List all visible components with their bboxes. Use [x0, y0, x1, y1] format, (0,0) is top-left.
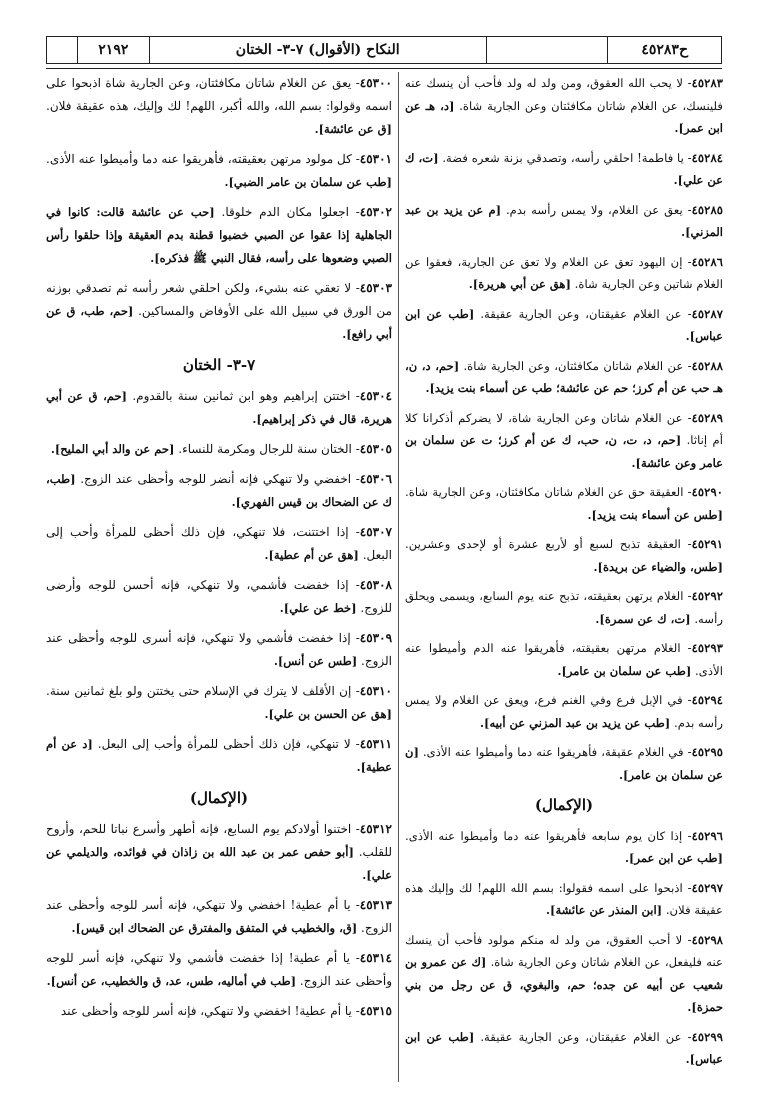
hadith-number-dash: - [350, 898, 360, 912]
hadith-reference: [حم، طب، ق عن أبي رافع]. [46, 304, 392, 341]
hadith-entry [46, 201, 392, 270]
hadith-number: ٤٥٢٨٣ [691, 76, 723, 90]
hadith-text: إن اليهود تعق عن الغلام ولا تعق عن الجارية، فعقوا عن الغلام شاتين وعن الجارية شاة. [405, 254, 723, 291]
hadith-reference: [حب عن عائشة قالت: كانوا في الجاهلية إذا عقوا عن الصبي خضبوا قطنة بدم العقيقة وإذا حلقوا رأس الصبي وضعوها على رأسه، فقال النبي ﷺ فذكره]. [46, 205, 392, 265]
hadith-number: ٤٥٣١٥ [359, 1004, 392, 1018]
hadith-entry [46, 627, 392, 673]
hadith-number: ٤٥٣٠٨ [359, 578, 392, 592]
left-section-heading-circumcision: ٧-٣- الختان [182, 356, 256, 374]
hadith-number: ٤٥٣٠١ [359, 152, 392, 166]
hadith-entry [405, 481, 723, 526]
hadith-number-dash: - [680, 537, 692, 551]
hadith-text: إن الأقلف لا يترك في الإسلام حتى يختتن ولو بلغ ثمانين سنة. [46, 684, 352, 698]
hadith-number-dash: - [682, 693, 692, 707]
hadith-number: ٤٥٣٠٠ [359, 76, 392, 90]
hadith-text: يا أم عطية! اخفضي ولا تنهكي، فإنه أسر للوجه وأحظى عند الزوج. [46, 898, 392, 935]
hadith-reference: [طب عن ابن عمر]. [625, 851, 723, 865]
hadith-number: ٤٥٣٠٣ [359, 281, 392, 295]
page-header [46, 36, 722, 64]
hadith-entry [405, 825, 723, 870]
hadith-entry [405, 741, 723, 786]
hadith-text: في الغلام عقيقة، فأهريقوا عنه دما وأميطوا عنه الأذى. [422, 745, 684, 759]
hadith-reference: [حم عن والد أبي المليح]. [50, 442, 175, 456]
hadith-number-dash: - [351, 76, 360, 90]
hadith-reference: [ن عن سلمان بن عامر]. [405, 745, 723, 782]
hadith-number: ٤٥٢٨٤ [691, 150, 723, 165]
hadith-number: ٤٥٢٩٢ [691, 589, 723, 603]
hadith-reference: [طس، والضياء عن بريدة]. [593, 559, 723, 574]
hadith-number: ٤٥٣٠٤ [359, 389, 392, 403]
hadith-number: ٤٥٢٩٨ [691, 932, 723, 947]
hadith-number-dash: - [350, 631, 360, 645]
hadith-entry [405, 1026, 723, 1071]
hadith-reference: [ك عن عمرو بن شعيب عن أبيه عن جده؛ حم، والبغوي، ق عن رجل من بني حمزة]. [405, 955, 723, 1014]
hadith-number-dash: - [683, 76, 692, 90]
hadith-number-dash: - [348, 205, 360, 219]
hadith-number-dash: - [683, 485, 692, 499]
hadith-entry [46, 277, 392, 346]
hadith-number: ٤٥٢٩١ [691, 537, 723, 551]
column-divider [398, 72, 399, 1082]
hadith-entry [46, 894, 392, 940]
hadith-text: يعق عن الغلام شاتان مكافئتان، وعن الجارية شاة اذبحوا على اسمه وقولوا: بسم الله، والله أكبر، اللهم! لك وإليك، هذه عقيقة فلان. [46, 76, 392, 113]
hadith-number-dash: - [351, 822, 360, 836]
hadith-number-dash: - [682, 254, 692, 269]
hadith-entry [46, 574, 392, 620]
hadith-number: ٤٥٢٩٣ [691, 641, 723, 655]
header-empty-cell-left [47, 37, 77, 63]
hadith-entry [405, 637, 723, 682]
hadith-entry [405, 877, 723, 922]
hadith-reference: [ابن المنذر عن عائشة]. [546, 903, 663, 917]
hadith-number-dash: - [350, 737, 360, 751]
right-hadiths-group-1 [405, 72, 723, 786]
hadith-number: ٤٥٣٠٦ [359, 472, 392, 486]
hadith-text: لا يحب الله العقوق، ومن ولد له ولد فأحب أن ينسك عنه فلينسك، عن الغلام شاتان مكافئتان وعن الجارية شاة. [405, 76, 724, 113]
hadith-number-dash: - [348, 525, 360, 539]
hadith-number: ٤٥٢٩٥ [691, 745, 723, 759]
hadith-number-dash: - [683, 150, 692, 165]
hadith-reference: [م عن يزيد بن عبد المزني]. [405, 202, 723, 239]
header-page-number: ٢١٩٢ [77, 37, 149, 63]
hadith-reference: [د، هـ عن ابن عمر]. [405, 98, 723, 135]
hadith-number-dash: - [683, 358, 692, 373]
hadith-entry [405, 251, 723, 296]
hadith-reference: [هق عن أبي هريرة]. [468, 277, 571, 291]
hadith-reference: [د عن أم عطية]. [46, 737, 392, 774]
hadith-number: ٤٥٢٨٦ [691, 254, 723, 269]
hadith-reference: [حم، د، ت، ن، حب، ك عن أم كرز؛ ت عن سلمان بن عامر وعن عائشة]. [405, 433, 723, 470]
hadith-number-dash: - [682, 202, 692, 217]
hadith-reference: [طب، ك عن الضحاك بن قيس الفهري]. [46, 472, 392, 509]
hadith-number-dash: - [349, 951, 360, 965]
hadith-number-dash: - [348, 578, 360, 592]
hadith-number-dash: - [351, 684, 360, 698]
hadith-text: إذا خفضت فأشمي، ولا تنهكي، فإنه أحسن للوجه وأرضى للزوج. [46, 578, 392, 615]
hadith-entry [405, 929, 723, 1019]
hadith-reference: [ق، والخطيب في المتفق والمفترق عن الضحاك ابن قيس]. [71, 921, 358, 935]
header-rule [46, 68, 722, 69]
hadith-number: ٤٥٣١١ [359, 737, 392, 751]
hadith-number: ٤٥٣٠٧ [359, 525, 392, 539]
hadith-entry [46, 818, 392, 887]
hadith-reference: [حم، ق عن أبي هريرة، قال في ذكر إبراهيم]. [46, 389, 392, 426]
hadith-entry [46, 733, 392, 779]
hadith-number: ٤٥٣١٣ [359, 898, 392, 912]
hadith-reference: [ت، ك عن علي]. [405, 150, 723, 187]
hadith-reference: [أبو حفص عمر بن عبد الله بن زاذان في فوائده، والديلمي عن علي]. [46, 845, 392, 882]
hadith-reference: [طب عن سلمان بن عامر]. [557, 663, 692, 678]
hadith-number-dash: - [682, 932, 692, 947]
hadith-text: الختان سنة للرجال ومكرمة للنساء. [178, 442, 352, 456]
hadith-number: ٤٥٢٩٩ [691, 1029, 723, 1044]
hadith-text: يعق عن الغلام، ولا يمس رأسه بدم. [505, 202, 683, 217]
hadith-entry [46, 72, 392, 141]
hadith-number-dash: - [682, 410, 692, 425]
hadith-number-dash: - [681, 306, 692, 321]
hadith-number: ٤٥٣٠٥ [359, 442, 392, 456]
hadith-number: ٤٥٢٩٠ [691, 485, 723, 499]
hadith-entry [405, 147, 723, 192]
hadith-text: اختنوا أولادكم يوم السابع، فإنه أطهر وأسرع نباتا للحم، وأروح للقلب. [46, 822, 392, 859]
hadith-number-dash: - [351, 1004, 360, 1018]
left-hadiths-group-3 [46, 818, 392, 1023]
left-section-heading-ikmal: (الإكمال) [189, 789, 249, 807]
hadith-number: ٤٥٢٨٥ [691, 202, 724, 217]
hadith-reference: [ت، ك عن سمرة]. [595, 611, 691, 626]
hadith-text: لا تعقي عنه بشيء، ولكن احلقي شعر رأسه ثم تصدقي بوزنه من الورق في سبيل الله على الأوفاض والمساكين. [46, 281, 392, 318]
hadith-text: عن الغلام شاتان مكافئتان، وعن الجارية شاة. [463, 358, 684, 373]
left-hadiths-group-2 [46, 385, 392, 779]
hadith-reference: [طس عن أنس]. [273, 654, 358, 668]
hadith-number: ٤٥٣١٠ [359, 684, 392, 698]
hadith-number: ٤٥٢٨٧ [691, 306, 723, 321]
hadith-number-dash: - [351, 152, 360, 166]
right-hadiths-group-2 [405, 825, 723, 1071]
hadith-entry [46, 148, 392, 194]
hadith-text: كل مولود مرتهن بعقيقته، فأهريقوا عنه دما وأميطوا عنه الأذى. [46, 152, 352, 166]
hadith-text: يا أم عطية! إذا خفضت فأشمي ولا تنهكي، فإنه أسر للوجه وأحظى عند الزوج. [46, 951, 392, 988]
hadith-text: العقيقة حق عن الغلام شاتان مكافئتان، وعن الجارية شاة. [405, 485, 684, 499]
hadith-text: اجعلوا مكان الدم خلوقا. [221, 205, 349, 219]
hadith-text: عن الغلام عقيقتان، وعن الجارية عقيقة. [480, 306, 682, 321]
hadith-text: العقيقة تذبح لسبع أو لأربع عشرة أو لإحدى وعشرين. [405, 537, 681, 551]
hadith-number-dash: - [682, 880, 692, 895]
hadith-text: إذا كان يوم سابعه فأهريقوا عنه دما وأميطوا عنه الأذى. [405, 828, 683, 843]
hadith-number: ٤٥٢٩٦ [691, 828, 723, 843]
hadith-reference: [طب عن ابن عباس]. [405, 306, 723, 343]
hadith-number-dash: - [680, 641, 692, 655]
hadith-text: اخفضي ولا تنهكي فإنه أنضر للوجه وأحظى عند الزوج. [80, 472, 352, 486]
hadith-entry [46, 521, 392, 567]
hadith-text: يا فاطمة! احلقي رأسه، وتصدقي بزنة شعره فضة. [442, 150, 684, 165]
header-book-title: النكاح (الأقوال) ٧-٣- الختان [149, 37, 486, 63]
hadith-reference: [حم، د، ن، هـ حب عن أم كرز؛ حم عن عائشة؛ طب عن أسماء بنت يزيد]. [405, 358, 723, 395]
hadith-text: الغلام مرتهن بعقيقته، فأهريقوا عنه الدم وأميطوا عنه الأذى. [405, 641, 723, 678]
hadith-entry [46, 468, 392, 514]
hadith-text: اختتن إبراهيم وهو ابن ثمانين سنة بالقدوم. [132, 389, 351, 403]
hadith-number: ٤٥٢٩٤ [691, 693, 723, 707]
hadith-number-dash: - [681, 1029, 692, 1044]
hadith-text: لا أحب العقوق، من ولد له منكم مولود فأحب أن ينسك عنه فليفعل، عن الغلام شاتان وعن الجارية شاة. [405, 932, 723, 969]
hadith-number-dash: - [351, 442, 360, 456]
hadith-text: لا تنهكي، فإن ذلك أحظى للمرأة وأحب إلى البعل. [97, 737, 351, 751]
hadith-entry [405, 355, 723, 400]
hadith-text: اذبحوا على اسمه فقولوا: بسم الله اللهم! لك وإليك هذه عقيقة فلان. [405, 880, 723, 917]
hadith-entry [405, 585, 723, 630]
hadith-number: ٤٥٢٨٩ [691, 410, 723, 425]
hadith-entry [46, 680, 392, 726]
right-column [405, 72, 723, 1078]
hadith-entry [405, 303, 723, 348]
hadith-entry [46, 947, 392, 993]
hadith-number: ٤٥٣١٢ [359, 822, 392, 836]
hadith-text: في الإبل فرع وفي الغنم فرع، ويعق عن الغلام ولا يمس رأسه بدم. [405, 693, 723, 730]
hadith-reference: [خط عن علي]. [279, 601, 357, 615]
hadith-text: إذا اختتنت، فلا تنهكي، فإن ذلك أحظى للمرأة وأحب إلى البعل. [46, 525, 392, 562]
hadith-number: ٤٥٣٠٢ [359, 205, 392, 219]
hadith-text: إذا خفضت فأشمي ولا تنهكي، فإنه أسرى للوجه وأحظى عند الزوج. [46, 631, 392, 668]
right-section-heading: (الإكمال) [534, 796, 594, 814]
hadith-entry [405, 689, 723, 734]
hadith-number: ٤٥٣٠٩ [359, 631, 393, 645]
hadith-reference: [طب في أماليه، طس، عد، ق والخطيب، عن أنس]. [46, 974, 297, 988]
hadith-number: ٤٥٢٨٨ [691, 358, 723, 373]
hadith-reference: [طس عن أسماء بنت يزيد]. [587, 507, 723, 522]
hadith-entry [405, 72, 723, 140]
hadith-reference: [هق عن أم عطية]. [264, 548, 359, 562]
hadith-entry [405, 199, 723, 244]
header-empty-cell-right [486, 37, 608, 63]
hadith-text: عن الغلام عقيقتان، وعن الجارية عقيقة. [480, 1029, 682, 1044]
hadith-text: عن الغلام شاتان وعن الجارية شاة، لا يضركم أذكرانا كلا أم إناثا. [405, 410, 723, 447]
hadith-entry [46, 438, 392, 461]
hadith-reference: [طب عن سلمان بن عامر الضبي]. [224, 175, 392, 189]
left-hadiths-group-1 [46, 72, 392, 346]
hadith-number-dash: - [683, 745, 692, 759]
hadith-reference: [ق عن عائشة]. [314, 122, 392, 136]
hadith-number-dash: - [683, 589, 692, 603]
left-column [46, 72, 392, 1030]
hadith-number-dash: - [682, 828, 692, 843]
hadith-number-dash: - [350, 389, 360, 403]
hadith-reference: [هق عن الحسن بن علي]. [264, 707, 392, 721]
hadith-reference: [طب عن ابن عباس]. [405, 1029, 723, 1066]
hadith-entry [46, 1000, 392, 1023]
hadith-number: ٤٥٣١٤ [359, 951, 392, 965]
hadith-text: الغلام يرتهن بعقيقته، تذبح عنه يوم السابع، ويسمى ويحلق رأسه. [405, 589, 723, 626]
hadith-entry [46, 385, 392, 431]
hadith-entry [405, 533, 723, 578]
hadith-entry [405, 407, 723, 475]
header-hadith-range: ح٤٥٢٨٣ [607, 37, 721, 63]
hadith-number: ٤٥٢٩٧ [691, 880, 723, 895]
hadith-number-dash: - [351, 472, 360, 486]
hadith-reference: [طب عن يزيد بن عبد المزني عن أبيه]. [480, 715, 671, 730]
hadith-number-dash: - [351, 281, 360, 295]
hadith-text: يا أم عطية! اخفضي ولا تنهكي، فإنه أسر للوجه وأحظى عند [60, 1004, 352, 1018]
